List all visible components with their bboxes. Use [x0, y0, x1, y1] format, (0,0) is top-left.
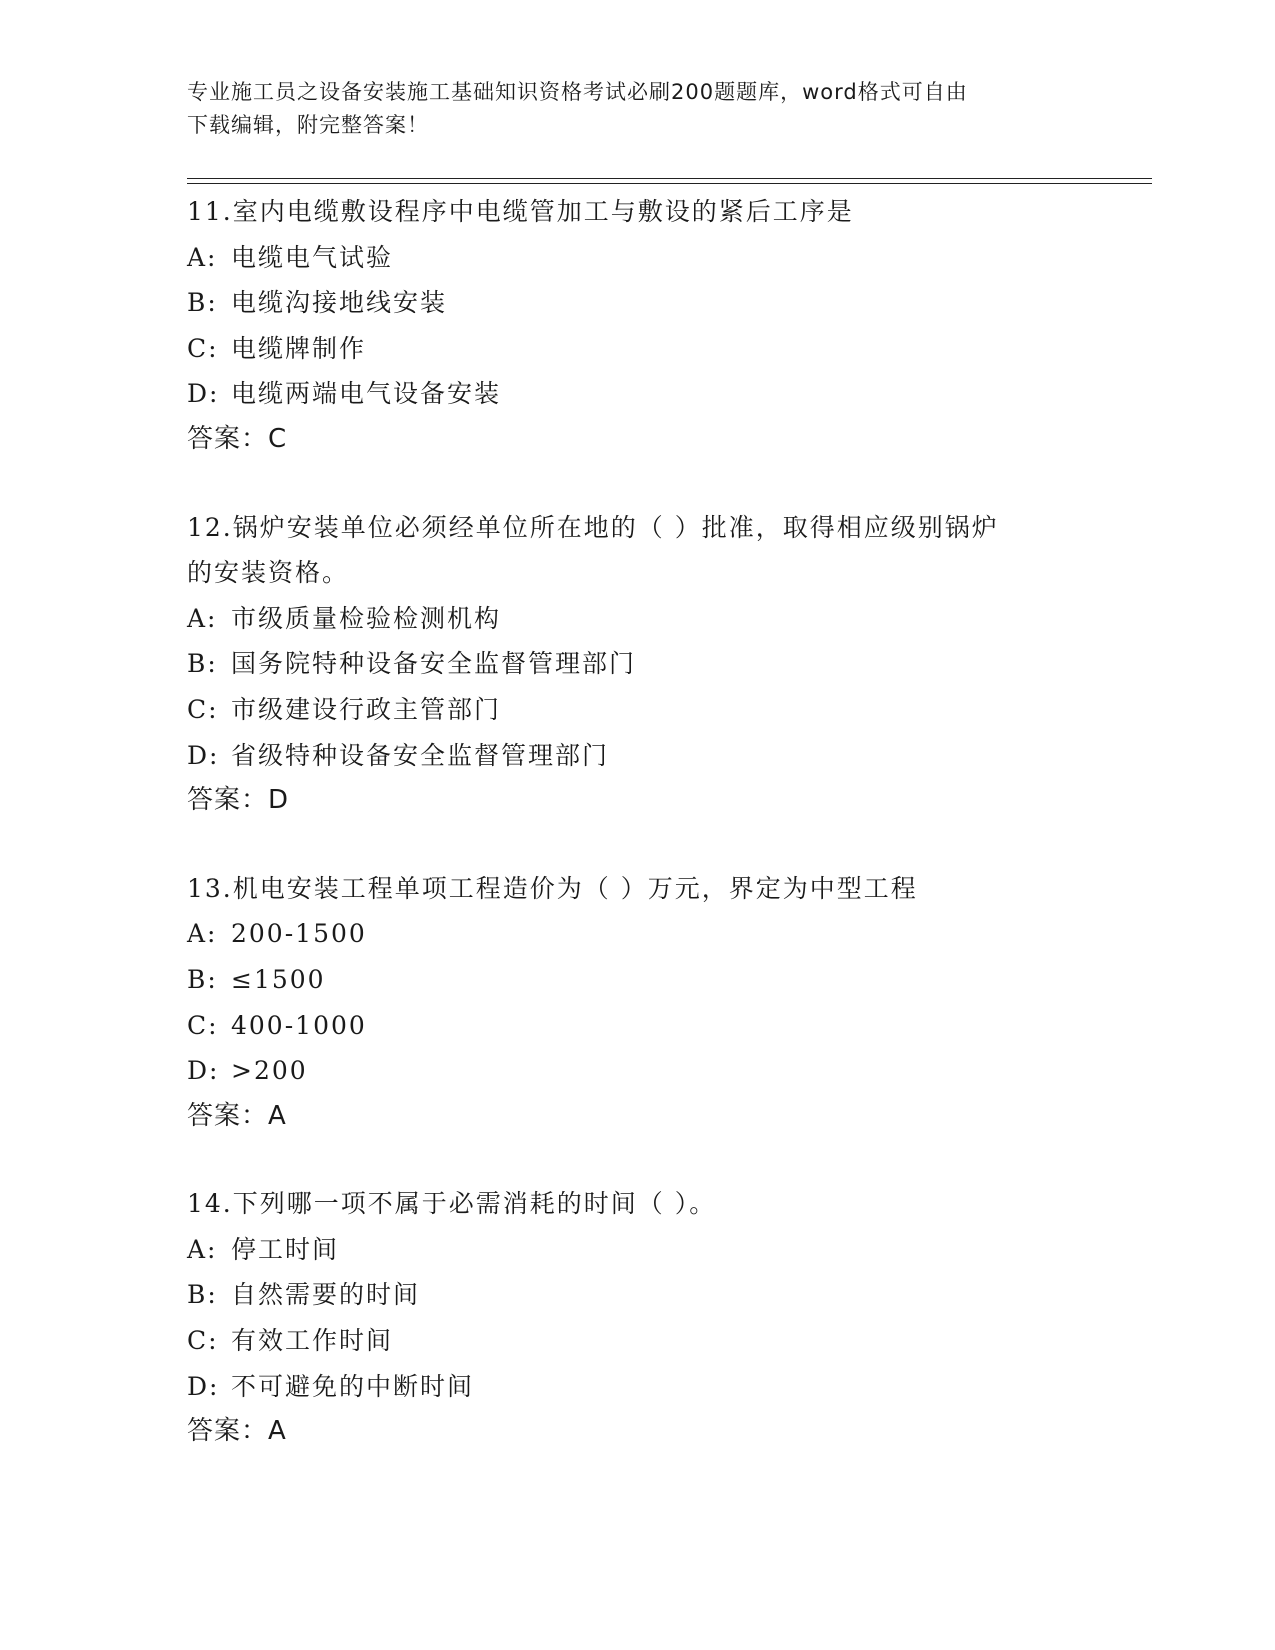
option-key: A:: [187, 603, 218, 633]
question-11: [187, 189, 1087, 463]
question-list: [187, 189, 1087, 1497]
option-key: D:: [187, 379, 220, 409]
option-text: 电缆牌制作: [231, 333, 367, 363]
option-key: A:: [187, 1234, 218, 1264]
option-text: 国务院特种设备安全监督管理部门: [231, 649, 637, 679]
option-text: 停工时间: [231, 1234, 340, 1264]
header-line-1: 专业施工员之设备安装施工基础知识资格考试必刷200题题库，word格式可自由: [187, 80, 968, 104]
header-divider-top: [187, 178, 1152, 179]
question-stem: 11.室内电缆敷设程序中电缆管加工与敷设的紧后工序是: [187, 197, 854, 226]
question-stem: 14.下列哪一项不属于必需消耗的时间（ ）。: [187, 1189, 717, 1219]
option-text: 有效工作时间: [231, 1326, 394, 1356]
option-d: [187, 1048, 1087, 1094]
option-text: 不可避免的中断时间: [231, 1371, 475, 1401]
option-d: [187, 733, 1087, 779]
option-d: [187, 1364, 1087, 1410]
option-c: [187, 1003, 1087, 1049]
answer-line: 答案：C: [187, 423, 288, 454]
option-text: 电缆两端电气设备安装: [231, 379, 502, 409]
option-text: 400-1000: [231, 1010, 367, 1040]
answer-line: 答案：A: [187, 1416, 287, 1447]
option-key: B:: [187, 649, 218, 679]
question-13: [187, 866, 1087, 1140]
option-text: 电缆沟接地线安装: [231, 288, 448, 318]
option-a: [187, 235, 1087, 281]
header-divider-bottom: [187, 183, 1152, 184]
option-text: 自然需要的时间: [231, 1280, 421, 1310]
option-a: [187, 1227, 1087, 1273]
option-text: 电缆电气试验: [231, 242, 394, 272]
document-header: [187, 76, 1067, 142]
option-key: B:: [187, 288, 218, 318]
option-a: [187, 911, 1087, 957]
option-key: B:: [187, 1280, 218, 1310]
question-stem: 13.机电安装工程单项工程造价为（ ）万元，界定为中型工程: [187, 873, 918, 903]
option-key: D:: [187, 1056, 220, 1086]
header-line-2: 下载编辑，附完整答案！: [187, 113, 429, 137]
question-12: [187, 505, 1087, 824]
option-a: [187, 596, 1087, 642]
question-stem-line-1: 12.锅炉安装单位必须经单位所在地的（ ）批准，取得相应级别锅炉: [187, 512, 999, 542]
option-key: C:: [187, 1010, 219, 1040]
option-text: >200: [231, 1056, 308, 1086]
option-d: [187, 371, 1087, 417]
option-b: [187, 641, 1087, 687]
option-text: 200-1500: [231, 919, 367, 949]
option-text: 市级建设行政主管部门: [231, 694, 502, 724]
option-c: [187, 326, 1087, 372]
answer-line: 答案：D: [187, 785, 290, 816]
answer-line: 答案：A: [187, 1100, 287, 1131]
option-key: C:: [187, 694, 219, 724]
option-text: 省级特种设备安全监督管理部门: [231, 740, 610, 770]
option-key: D:: [187, 740, 220, 770]
option-text: 市级质量检验检测机构: [231, 603, 502, 633]
option-key: D:: [187, 1371, 220, 1401]
option-key: C:: [187, 1326, 219, 1356]
option-b: [187, 280, 1087, 326]
option-c: [187, 1318, 1087, 1364]
option-text: ≤1500: [231, 964, 326, 994]
option-b: [187, 957, 1087, 1003]
option-key: B:: [187, 964, 218, 994]
question-stem-line-2: 的安装资格。: [187, 558, 350, 588]
option-key: C:: [187, 333, 219, 363]
question-14: [187, 1181, 1087, 1455]
option-c: [187, 687, 1087, 733]
option-key: A:: [187, 242, 218, 272]
option-b: [187, 1272, 1087, 1318]
option-key: A:: [187, 919, 218, 949]
